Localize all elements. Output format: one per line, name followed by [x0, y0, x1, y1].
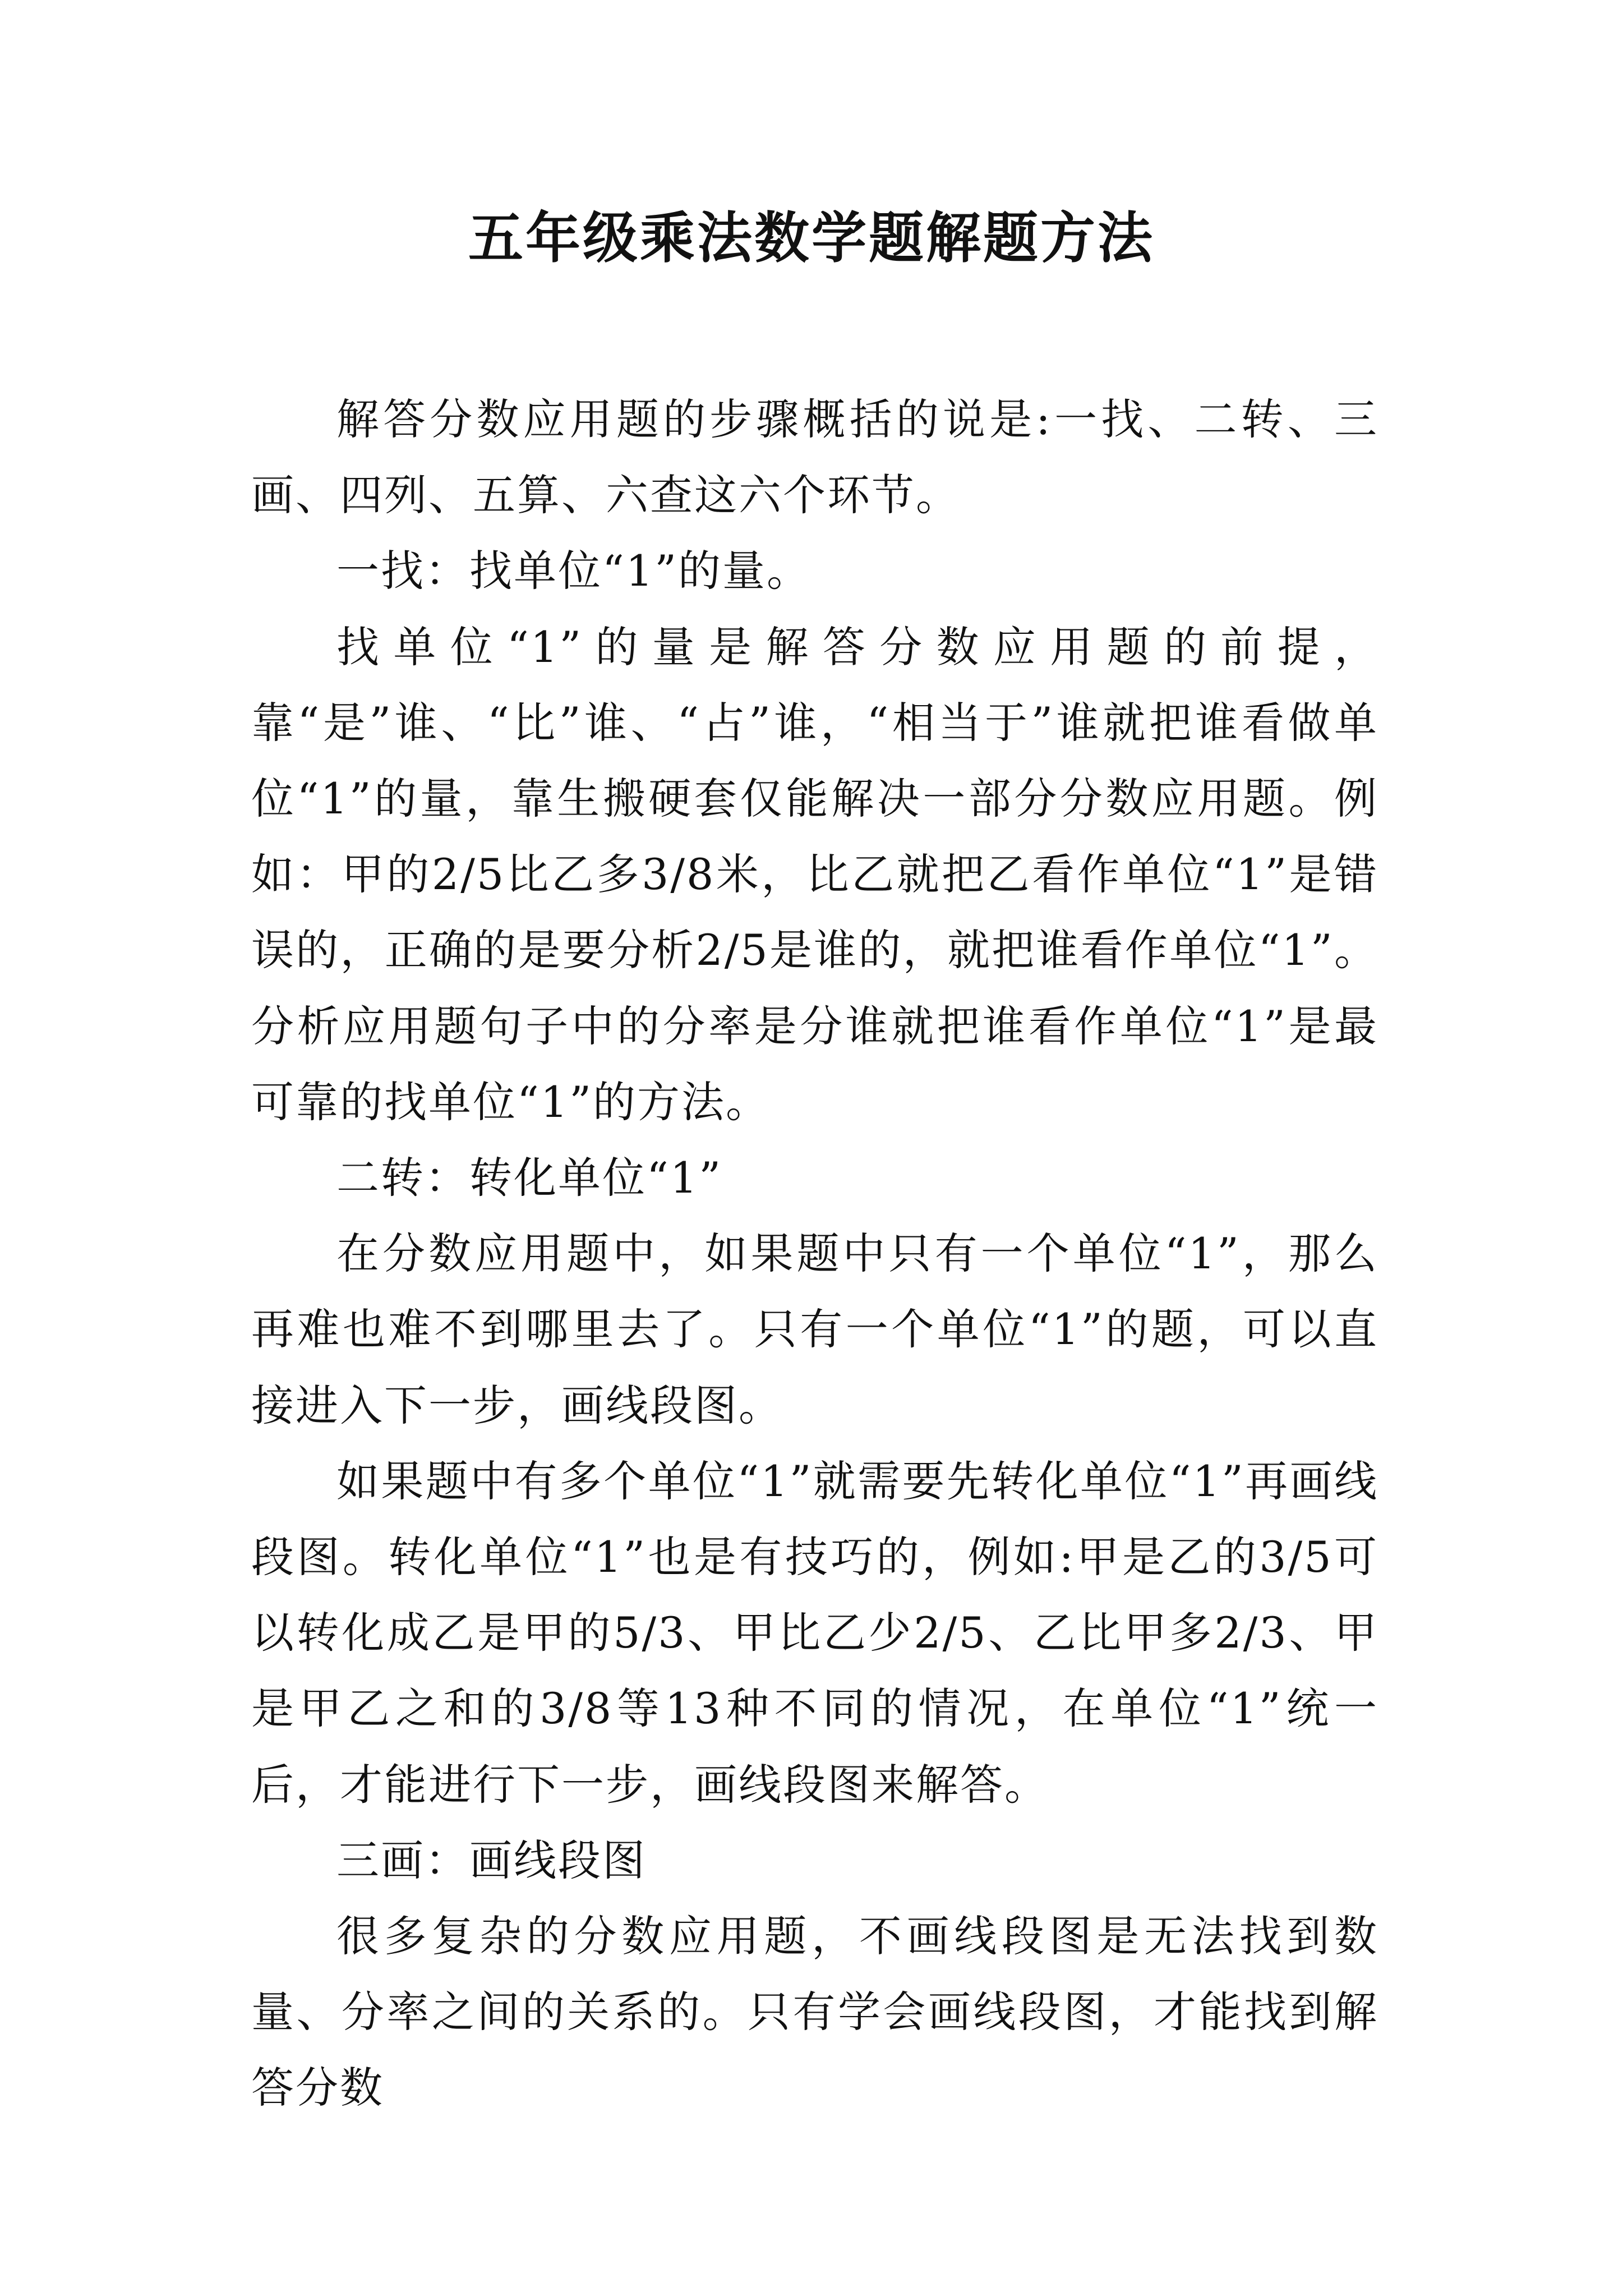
- document-body: [251, 381, 1378, 2126]
- paragraph-step3-body: 很多复杂的分数应用题，不画线段图是无法找到数量、分率之间的关系的。只有学会画线段图，才能找到解答分数: [251, 1911, 1378, 2113]
- paragraph-step2-body: 在分数应用题中，如果题中只有一个单位“1”，那么再难也难不到哪里去了。只有一个单位“1”的题，可以直接进入下一步，画线段图。: [251, 1228, 1378, 1430]
- paragraph-step2-conversion: 如果题中有多个单位“1”就需要先转化单位“1”再画线段图。转化单位“1”也是有技巧的，例如:甲是乙的3/5可以转化成乙是甲的5/3、甲比乙少2/5、乙比甲多2/3、甲是甲乙之和的3/8等13种不同的情况，在单位“1”统一后，才能进行下一步，画线段图来解答。: [251, 1456, 1378, 1810]
- paragraph-step2-heading: 二转：转化单位“1”: [336, 1153, 723, 1203]
- paragraph-steps-overview: 解答分数应用题的步骤概括的说是:一找、二转、三画、四列、五算、六查这六个环节。: [251, 394, 1378, 521]
- document-title: 五年级乘法数学题解题方法: [468, 206, 1155, 270]
- paragraph-step1-body: 找单位“1”的量是解答分数应用题的前提，靠“是”谁、“比”谁、“占”谁，“相当于”谁就把谁看做单位“1”的量，靠生搬硬套仅能解决一部分分数应用题。例如：甲的2/5比乙多3/8米，比乙就把乙看作单位“1”是错误的，正确的是要分析2/5是谁的，就把谁看作单位“1”。分析应用题句子中的分率是分谁就把谁看作单位“1”是最可靠的找单位“1”的方法。: [251, 622, 1378, 1127]
- paragraph-step3-heading: 三画：画线段图: [336, 1835, 647, 1885]
- paragraph-step1-heading: 一找：找单位“1”的量。: [336, 546, 811, 596]
